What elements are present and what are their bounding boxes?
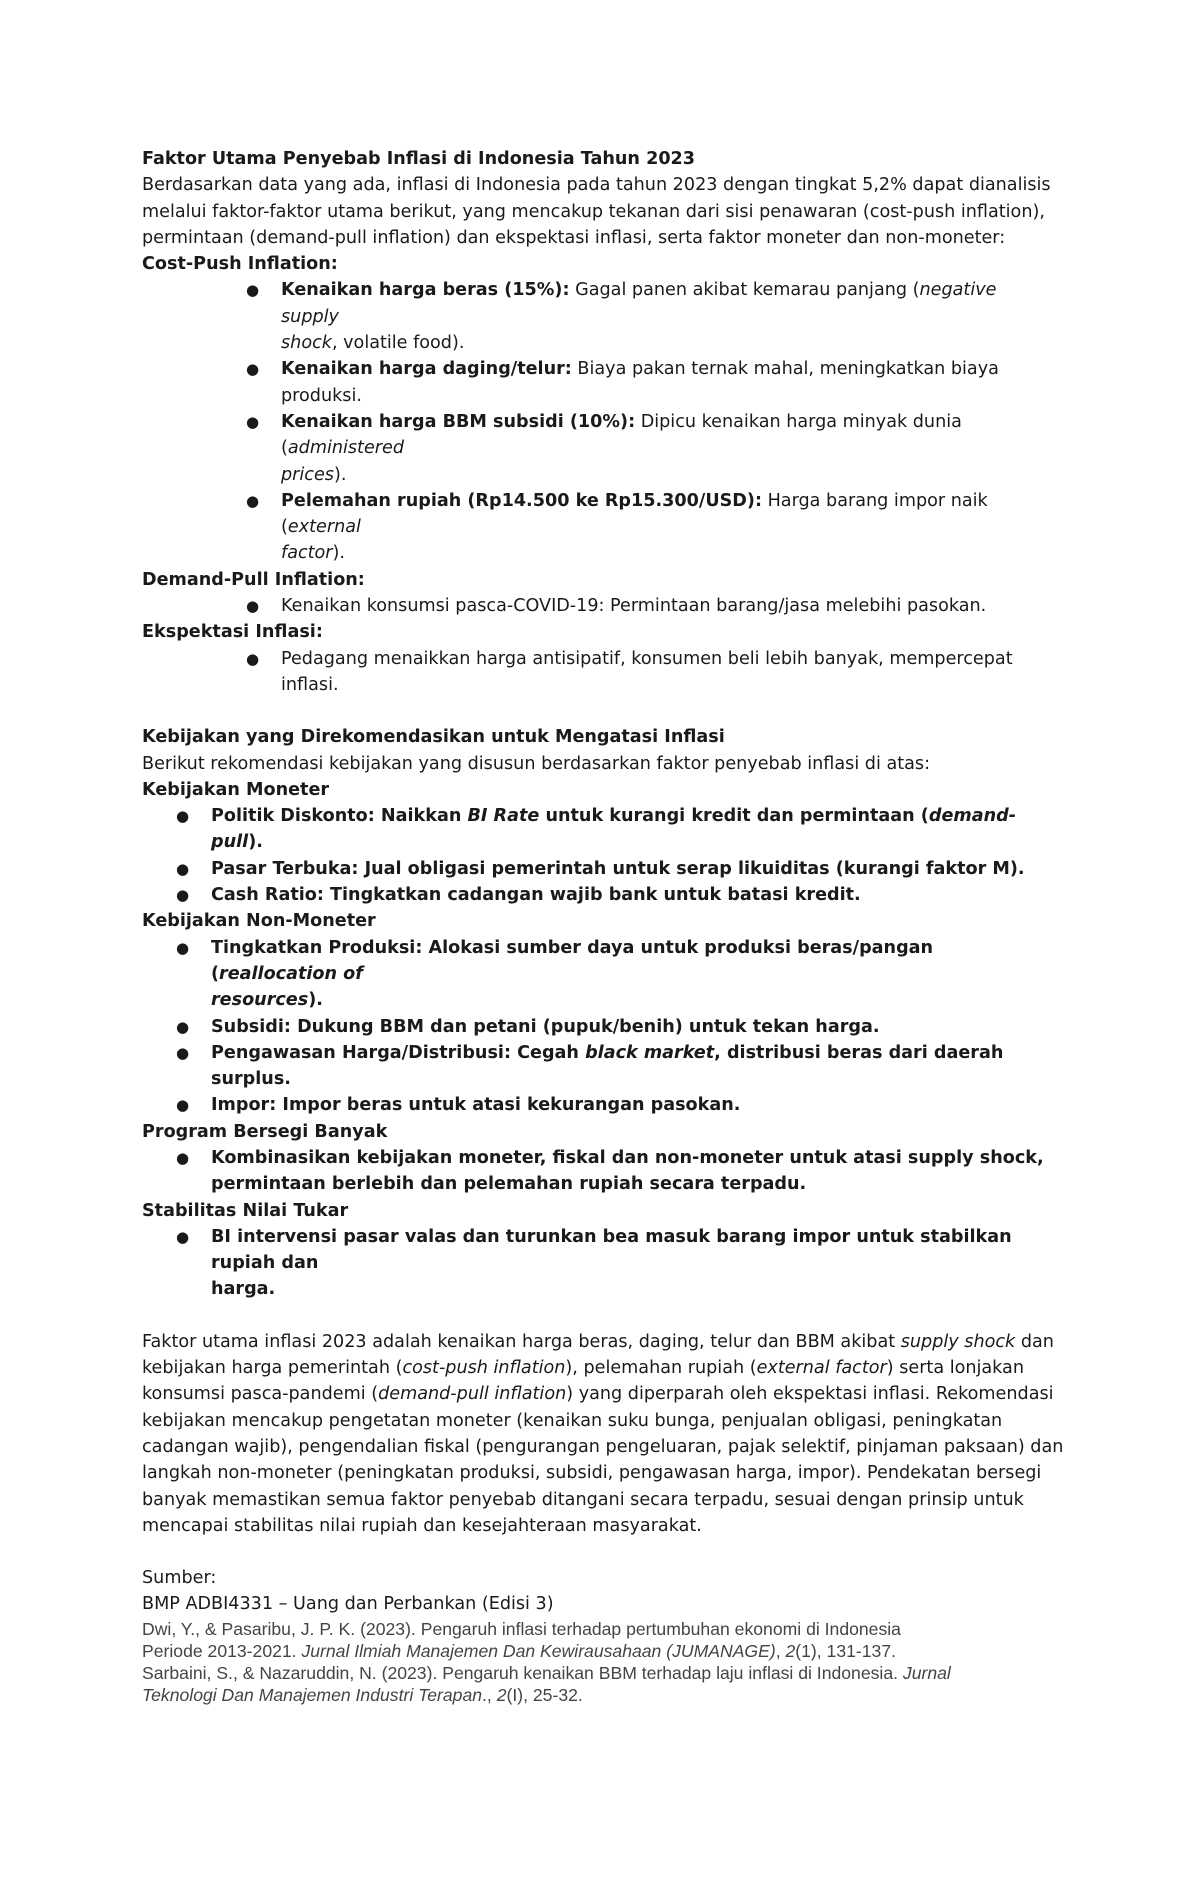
ekspektasi-list [142, 646, 1052, 699]
list-item: ● BI intervensi pasar valas dan turunkan bea masuk barang impor untuk stabilkan rupiah dan harga. [142, 1224, 1052, 1303]
list-item: ● Tingkatkan Produksi: Alokasi sumber daya untuk produksi beras/pangan (reallocation of resources). [142, 935, 1052, 1014]
moneter-list [142, 803, 1052, 908]
sources-label: Sumber: [142, 1568, 217, 1589]
list-item: ● Cash Ratio: Tingkatkan cadangan wajib bank untuk batasi kredit. [142, 882, 1052, 908]
bullet-icon: ● [176, 1227, 190, 1246]
reference-item: BMP ADBI4331 – Uang dan Perbankan (Edisi 3) [142, 1594, 554, 1615]
heading-bersegi: Program Bersegi Banyak [142, 1121, 388, 1142]
bullet-icon: ● [246, 281, 260, 300]
list-item: ● Pelemahan rupiah (Rp14.500 ke Rp15.300/USD): Harga barang impor naik (external factor). [142, 488, 1052, 567]
bullet-icon: ● [246, 360, 260, 379]
non-moneter-list [142, 935, 1052, 1119]
list-item: ● Pedagang menaikkan harga antisipatif, konsumen beli lebih banyak, mempercepat inflasi. [142, 646, 1052, 699]
sources-section [142, 1565, 1052, 1706]
bullet-icon: ● [176, 938, 190, 957]
reference-item: Dwi, Y., & Pasaribu, J. P. K. (2023). Pengaruh inflasi terhadap pertumbuhan ekonomi di Indonesia Periode 2013-2021. Jurnal Ilmiah Manajemen Dan Kewirausahaan (JUMANAGE), 2(1), 131-137. [142, 1618, 901, 1661]
list-item: ● Kenaikan konsumsi pasca-COVID-19: Permintaan barang/jasa melebihi pasokan. [142, 593, 1052, 619]
heading-non-moneter: Kebijakan Non-Moneter [142, 911, 376, 932]
tukar-list [142, 1224, 1052, 1303]
bullet-icon: ● [176, 859, 190, 878]
list-item: ● Pengawasan Harga/Distribusi: Cegah black market, distribusi beras dari daerah surplus. [142, 1040, 1052, 1093]
section-intro: Berikut rekomendasi kebijakan yang disusun berdasarkan faktor penyebab inflasi di atas: [142, 753, 931, 774]
bullet-icon: ● [246, 649, 260, 668]
document-body [142, 146, 1064, 1706]
bullet-icon: ● [176, 807, 190, 826]
bullet-icon: ● [246, 491, 260, 510]
heading-tukar: Stabilitas Nilai Tukar [142, 1200, 349, 1221]
list-item: ● Impor: Impor beras untuk atasi kekurangan pasokan. [142, 1092, 1052, 1118]
heading-demand-pull: Demand-Pull Inflation: [142, 569, 365, 590]
bullet-icon: ● [176, 886, 190, 905]
intro-line: Berdasarkan data yang ada, inflasi di Indonesia pada tahun 2023 dengan tingkat 5,2% dapat dianalisis [142, 175, 1051, 196]
intro-line: melalui faktor-faktor utama berikut, yang mencakup tekanan dari sisi penawaran (cost-push inflation), [142, 201, 1045, 222]
section-title-kebijakan: Kebijakan yang Direkomendasikan untuk Mengatasi Inflasi [142, 727, 725, 748]
summary-paragraph: Faktor utama inflasi 2023 adalah kenaikan harga beras, daging, telur dan BBM akibat supply shock dan kebijakan harga pemerintah (cost-push inflation), pelemahan rupiah (external factor) serta lonjakan konsumsi pasca-pandemi (demand-pull inflation) yang diperparah oleh ekspektasi inflasi. Rekomendasi kebijakan mencakup pengetatan moneter (kenaikan suku bunga, penjualan obligasi, peningkatan cadangan wajib), pengendalian fiskal (pengurangan pengeluaran, pajak selektif, pinjaman paksaan) dan langkah non-moneter (peningkatan produksi, subsidi, pengawasan harga, impor). Pendekatan bersegi banyak memastikan semua faktor penyebab ditangani secara terpadu, sesuai dengan prinsip untuk mencapai stabilitas nilai rupiah dan kesejahteraan masyarakat. [142, 1331, 1064, 1536]
bullet-icon: ● [176, 1148, 190, 1167]
list-item: ● Pasar Terbuka: Jual obligasi pemerintah untuk serap likuiditas (kurangi faktor M). [142, 856, 1052, 882]
heading-cost-push: Cost-Push Inflation: [142, 254, 338, 275]
list-item: ● Kenaikan harga beras (15%): Gagal panen akibat kemarau panjang (negative supply shock, volatile food). [142, 277, 1052, 356]
list-item: ● Kombinasikan kebijakan moneter, fiskal dan non-moneter untuk atasi supply shock, permintaan berlebih dan pelemahan rupiah secara terpadu. [142, 1145, 1052, 1198]
cost-push-list [142, 277, 1052, 566]
list-item: ● Kenaikan harga daging/telur: Biaya pakan ternak mahal, meningkatkan biaya produksi. [142, 356, 1052, 409]
list-item: ● Subsidi: Dukung BBM dan petani (pupuk/benih) untuk tekan harga. [142, 1014, 1052, 1040]
list-item: ● Politik Diskonto: Naikkan BI Rate untuk kurangi kredit dan permintaan (demand-pull). [142, 803, 1052, 856]
bullet-icon: ● [176, 1017, 190, 1036]
bullet-icon: ● [246, 597, 260, 616]
bullet-icon: ● [246, 412, 260, 431]
reference-item: Sarbaini, S., & Nazaruddin, N. (2023). Pengaruh kenaikan BBM terhadap laju inflasi di Indonesia. Jurnal Teknologi Dan Manajemen Industri Terapan., 2(I), 25-32. [142, 1662, 951, 1705]
heading-ekspektasi: Ekspektasi Inflasi: [142, 622, 323, 643]
demand-pull-list [142, 593, 1052, 619]
bersegi-list [142, 1145, 1052, 1198]
list-item: ● Kenaikan harga BBM subsidi (10%): Dipicu kenaikan harga minyak dunia (administered prices). [142, 409, 1052, 488]
bullet-icon: ● [176, 1043, 190, 1062]
intro-line: permintaan (demand-pull inflation) dan ekspektasi inflasi, serta faktor moneter dan non-moneter: [142, 227, 1006, 248]
bullet-icon: ● [176, 1096, 190, 1115]
section-title-faktor: Faktor Utama Penyebab Inflasi di Indonesia Tahun 2023 [142, 149, 696, 169]
heading-moneter: Kebijakan Moneter [142, 779, 330, 800]
